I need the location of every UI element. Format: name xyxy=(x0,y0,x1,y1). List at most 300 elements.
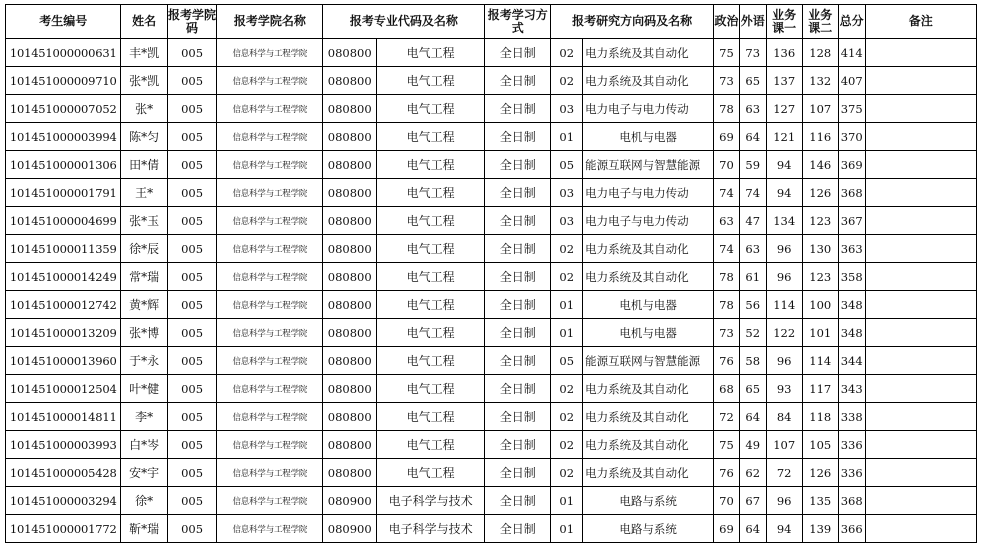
cell-candidate-name: 靳*瑞 xyxy=(121,515,167,543)
cell-study-mode: 全日制 xyxy=(485,207,551,235)
cell-major-name: 电气工程 xyxy=(377,291,485,319)
cell-college-code: 005 xyxy=(167,291,216,319)
cell-major-code: 080900 xyxy=(323,515,377,543)
cell-candidate-id: 101451000005428 xyxy=(6,459,121,487)
cell-college-code: 005 xyxy=(167,263,216,291)
cell-candidate-name: 安*宇 xyxy=(121,459,167,487)
cell-study-mode: 全日制 xyxy=(485,123,551,151)
table-row xyxy=(6,207,977,235)
cell-study-mode: 全日制 xyxy=(485,403,551,431)
cell-course1-score: 122 xyxy=(766,319,802,347)
cell-english-score: 58 xyxy=(739,347,766,375)
cell-study-mode: 全日制 xyxy=(485,235,551,263)
cell-major-name: 电气工程 xyxy=(377,95,485,123)
cell-major-name: 电气工程 xyxy=(377,235,485,263)
cell-politics-score: 76 xyxy=(714,347,740,375)
cell-course2-score: 146 xyxy=(802,151,838,179)
cell-study-mode: 全日制 xyxy=(485,319,551,347)
cell-total-score: 369 xyxy=(838,151,865,179)
cell-study-mode: 全日制 xyxy=(485,179,551,207)
cell-direction-name: 电力电子与电力传动 xyxy=(583,207,714,235)
cell-direction-name: 电力系统及其自动化 xyxy=(583,375,714,403)
cell-remark xyxy=(865,375,976,403)
cell-major-code: 080800 xyxy=(323,179,377,207)
cell-politics-score: 63 xyxy=(714,207,740,235)
cell-major-name: 电气工程 xyxy=(377,39,485,67)
cell-study-mode: 全日制 xyxy=(485,67,551,95)
cell-course1-score: 94 xyxy=(766,179,802,207)
table-row xyxy=(6,347,977,375)
cell-college-code: 005 xyxy=(167,39,216,67)
table-row xyxy=(6,39,977,67)
cell-remark xyxy=(865,151,976,179)
table-row xyxy=(6,291,977,319)
cell-direction-code: 03 xyxy=(551,207,583,235)
cell-college-code: 005 xyxy=(167,179,216,207)
cell-politics-score: 76 xyxy=(714,459,740,487)
cell-major-code: 080800 xyxy=(323,431,377,459)
cell-major-code: 080800 xyxy=(323,151,377,179)
cell-direction-code: 03 xyxy=(551,95,583,123)
cell-total-score: 363 xyxy=(838,235,865,263)
cell-college-name: 信息科学与工程学院 xyxy=(217,347,323,375)
cell-course1-score: 136 xyxy=(766,39,802,67)
cell-english-score: 49 xyxy=(739,431,766,459)
cell-course2-score: 130 xyxy=(802,235,838,263)
cell-total-score: 367 xyxy=(838,207,865,235)
table-row xyxy=(6,263,977,291)
cell-total-score: 336 xyxy=(838,459,865,487)
cell-college-code: 005 xyxy=(167,403,216,431)
cell-direction-name: 电力系统及其自动化 xyxy=(583,67,714,95)
cell-college-code: 005 xyxy=(167,375,216,403)
cell-candidate-id: 101451000003294 xyxy=(6,487,121,515)
cell-candidate-id: 101451000000631 xyxy=(6,39,121,67)
cell-major-name: 电气工程 xyxy=(377,263,485,291)
cell-direction-name: 电机与电器 xyxy=(583,319,714,347)
cell-direction-name: 电力系统及其自动化 xyxy=(583,459,714,487)
table-row xyxy=(6,67,977,95)
cell-english-score: 65 xyxy=(739,67,766,95)
cell-direction-code: 02 xyxy=(551,431,583,459)
cell-total-score: 375 xyxy=(838,95,865,123)
cell-direction-name: 电力电子与电力传动 xyxy=(583,95,714,123)
cell-major-code: 080800 xyxy=(323,207,377,235)
header-politics: 政治 xyxy=(714,5,740,39)
cell-candidate-name: 张* xyxy=(121,95,167,123)
cell-course1-score: 93 xyxy=(766,375,802,403)
table-row xyxy=(6,123,977,151)
cell-direction-name: 电路与系统 xyxy=(583,515,714,543)
cell-candidate-id: 101451000007052 xyxy=(6,95,121,123)
cell-direction-code: 02 xyxy=(551,375,583,403)
cell-direction-name: 电力系统及其自动化 xyxy=(583,431,714,459)
cell-major-code: 080800 xyxy=(323,459,377,487)
cell-college-name: 信息科学与工程学院 xyxy=(217,291,323,319)
cell-course2-score: 128 xyxy=(802,39,838,67)
cell-politics-score: 68 xyxy=(714,375,740,403)
cell-direction-code: 05 xyxy=(551,347,583,375)
cell-remark xyxy=(865,431,976,459)
cell-politics-score: 69 xyxy=(714,515,740,543)
cell-course1-score: 96 xyxy=(766,235,802,263)
cell-major-code: 080800 xyxy=(323,263,377,291)
table-row xyxy=(6,179,977,207)
cell-course2-score: 101 xyxy=(802,319,838,347)
cell-english-score: 65 xyxy=(739,375,766,403)
cell-candidate-name: 白*岑 xyxy=(121,431,167,459)
cell-english-score: 67 xyxy=(739,487,766,515)
cell-direction-name: 电力电子与电力传动 xyxy=(583,179,714,207)
cell-major-code: 080800 xyxy=(323,39,377,67)
cell-direction-code: 02 xyxy=(551,263,583,291)
cell-college-name: 信息科学与工程学院 xyxy=(217,67,323,95)
cell-direction-name: 电力系统及其自动化 xyxy=(583,235,714,263)
cell-college-code: 005 xyxy=(167,151,216,179)
cell-course2-score: 117 xyxy=(802,375,838,403)
cell-major-code: 080800 xyxy=(323,235,377,263)
cell-study-mode: 全日制 xyxy=(485,459,551,487)
cell-major-code: 080800 xyxy=(323,95,377,123)
cell-major-name: 电气工程 xyxy=(377,431,485,459)
cell-candidate-name: 张*凯 xyxy=(121,67,167,95)
cell-remark xyxy=(865,319,976,347)
cell-total-score: 348 xyxy=(838,291,865,319)
cell-politics-score: 74 xyxy=(714,179,740,207)
header-name: 姓名 xyxy=(121,5,167,39)
cell-candidate-id: 101451000001772 xyxy=(6,515,121,543)
cell-politics-score: 70 xyxy=(714,487,740,515)
cell-direction-code: 01 xyxy=(551,515,583,543)
cell-major-name: 电子科学与技术 xyxy=(377,515,485,543)
header-course2: 业务课二 xyxy=(802,5,838,39)
cell-remark xyxy=(865,207,976,235)
cell-remark xyxy=(865,179,976,207)
cell-direction-name: 电机与电器 xyxy=(583,291,714,319)
cell-course1-score: 137 xyxy=(766,67,802,95)
header-major: 报考专业代码及名称 xyxy=(323,5,485,39)
cell-total-score: 336 xyxy=(838,431,865,459)
cell-direction-code: 01 xyxy=(551,123,583,151)
cell-course2-score: 116 xyxy=(802,123,838,151)
cell-college-name: 信息科学与工程学院 xyxy=(217,487,323,515)
cell-college-name: 信息科学与工程学院 xyxy=(217,123,323,151)
cell-college-code: 005 xyxy=(167,319,216,347)
cell-candidate-id: 101451000009710 xyxy=(6,67,121,95)
header-total: 总分 xyxy=(838,5,865,39)
cell-college-code: 005 xyxy=(167,95,216,123)
cell-major-name: 电子科学与技术 xyxy=(377,487,485,515)
table-row xyxy=(6,235,977,263)
cell-course2-score: 114 xyxy=(802,347,838,375)
cell-course2-score: 118 xyxy=(802,403,838,431)
table-row xyxy=(6,515,977,543)
cell-remark xyxy=(865,347,976,375)
cell-college-code: 005 xyxy=(167,207,216,235)
cell-major-code: 080800 xyxy=(323,403,377,431)
cell-college-name: 信息科学与工程学院 xyxy=(217,179,323,207)
cell-college-name: 信息科学与工程学院 xyxy=(217,515,323,543)
table-row xyxy=(6,403,977,431)
cell-course2-score: 100 xyxy=(802,291,838,319)
cell-total-score: 407 xyxy=(838,67,865,95)
cell-major-name: 电气工程 xyxy=(377,67,485,95)
cell-english-score: 56 xyxy=(739,291,766,319)
cell-politics-score: 73 xyxy=(714,67,740,95)
cell-politics-score: 73 xyxy=(714,319,740,347)
cell-course1-score: 134 xyxy=(766,207,802,235)
table-row xyxy=(6,375,977,403)
cell-direction-code: 02 xyxy=(551,235,583,263)
cell-college-code: 005 xyxy=(167,459,216,487)
cell-candidate-name: 徐*辰 xyxy=(121,235,167,263)
cell-course1-score: 114 xyxy=(766,291,802,319)
cell-direction-code: 02 xyxy=(551,39,583,67)
cell-college-code: 005 xyxy=(167,487,216,515)
cell-course1-score: 84 xyxy=(766,403,802,431)
cell-candidate-name: 常*瑞 xyxy=(121,263,167,291)
header-remark: 备注 xyxy=(865,5,976,39)
cell-direction-code: 03 xyxy=(551,179,583,207)
header-english: 外语 xyxy=(739,5,766,39)
cell-course2-score: 135 xyxy=(802,487,838,515)
cell-college-code: 005 xyxy=(167,67,216,95)
cell-direction-code: 02 xyxy=(551,459,583,487)
header-course1: 业务课一 xyxy=(766,5,802,39)
cell-remark xyxy=(865,487,976,515)
cell-remark xyxy=(865,123,976,151)
cell-college-name: 信息科学与工程学院 xyxy=(217,263,323,291)
header-row xyxy=(6,5,977,39)
cell-total-score: 344 xyxy=(838,347,865,375)
cell-college-name: 信息科学与工程学院 xyxy=(217,459,323,487)
cell-direction-name: 电力系统及其自动化 xyxy=(583,403,714,431)
cell-total-score: 338 xyxy=(838,403,865,431)
cell-course1-score: 72 xyxy=(766,459,802,487)
cell-study-mode: 全日制 xyxy=(485,515,551,543)
cell-english-score: 63 xyxy=(739,95,766,123)
cell-course2-score: 132 xyxy=(802,67,838,95)
cell-candidate-id: 101451000013209 xyxy=(6,319,121,347)
cell-candidate-name: 丰*凯 xyxy=(121,39,167,67)
cell-study-mode: 全日制 xyxy=(485,487,551,515)
cell-direction-code: 01 xyxy=(551,487,583,515)
cell-candidate-id: 101451000001306 xyxy=(6,151,121,179)
cell-course1-score: 127 xyxy=(766,95,802,123)
table-row xyxy=(6,459,977,487)
cell-candidate-name: 李* xyxy=(121,403,167,431)
cell-college-name: 信息科学与工程学院 xyxy=(217,39,323,67)
cell-course2-score: 126 xyxy=(802,179,838,207)
cell-candidate-name: 张*博 xyxy=(121,319,167,347)
cell-politics-score: 78 xyxy=(714,291,740,319)
cell-major-name: 电气工程 xyxy=(377,347,485,375)
cell-remark xyxy=(865,263,976,291)
cell-direction-code: 05 xyxy=(551,151,583,179)
cell-english-score: 64 xyxy=(739,515,766,543)
cell-english-score: 62 xyxy=(739,459,766,487)
cell-college-name: 信息科学与工程学院 xyxy=(217,319,323,347)
cell-course1-score: 94 xyxy=(766,515,802,543)
cell-college-code: 005 xyxy=(167,431,216,459)
cell-major-name: 电气工程 xyxy=(377,151,485,179)
cell-study-mode: 全日制 xyxy=(485,375,551,403)
cell-remark xyxy=(865,515,976,543)
cell-college-name: 信息科学与工程学院 xyxy=(217,95,323,123)
header-college-name: 报考学院名称 xyxy=(217,5,323,39)
cell-major-name: 电气工程 xyxy=(377,375,485,403)
cell-candidate-id: 101451000003993 xyxy=(6,431,121,459)
cell-direction-code: 02 xyxy=(551,67,583,95)
cell-total-score: 343 xyxy=(838,375,865,403)
cell-candidate-name: 陈*匀 xyxy=(121,123,167,151)
cell-study-mode: 全日制 xyxy=(485,39,551,67)
cell-direction-code: 01 xyxy=(551,291,583,319)
cell-candidate-id: 101451000011359 xyxy=(6,235,121,263)
cell-english-score: 64 xyxy=(739,123,766,151)
cell-candidate-id: 101451000014249 xyxy=(6,263,121,291)
cell-major-code: 080900 xyxy=(323,487,377,515)
cell-direction-name: 能源互联网与智慧能源 xyxy=(583,151,714,179)
cell-course1-score: 107 xyxy=(766,431,802,459)
table-row xyxy=(6,95,977,123)
cell-remark xyxy=(865,67,976,95)
cell-politics-score: 78 xyxy=(714,263,740,291)
cell-candidate-name: 于*永 xyxy=(121,347,167,375)
table-row xyxy=(6,319,977,347)
cell-total-score: 368 xyxy=(838,179,865,207)
header-study-mode: 报考学习方式 xyxy=(485,5,551,39)
cell-course2-score: 139 xyxy=(802,515,838,543)
cell-english-score: 64 xyxy=(739,403,766,431)
table-row xyxy=(6,151,977,179)
cell-course2-score: 105 xyxy=(802,431,838,459)
cell-study-mode: 全日制 xyxy=(485,291,551,319)
cell-college-code: 005 xyxy=(167,235,216,263)
cell-english-score: 74 xyxy=(739,179,766,207)
cell-politics-score: 78 xyxy=(714,95,740,123)
cell-politics-score: 72 xyxy=(714,403,740,431)
cell-candidate-id: 101451000014811 xyxy=(6,403,121,431)
cell-college-name: 信息科学与工程学院 xyxy=(217,235,323,263)
cell-college-name: 信息科学与工程学院 xyxy=(217,151,323,179)
cell-course2-score: 126 xyxy=(802,459,838,487)
cell-remark xyxy=(865,95,976,123)
cell-course1-score: 94 xyxy=(766,151,802,179)
cell-total-score: 348 xyxy=(838,319,865,347)
cell-major-name: 电气工程 xyxy=(377,179,485,207)
cell-course1-score: 96 xyxy=(766,347,802,375)
cell-remark xyxy=(865,235,976,263)
cell-candidate-id: 101451000012504 xyxy=(6,375,121,403)
cell-college-name: 信息科学与工程学院 xyxy=(217,403,323,431)
table-row xyxy=(6,431,977,459)
cell-politics-score: 70 xyxy=(714,151,740,179)
cell-remark xyxy=(865,291,976,319)
cell-english-score: 61 xyxy=(739,263,766,291)
cell-college-code: 005 xyxy=(167,347,216,375)
cell-major-name: 电气工程 xyxy=(377,207,485,235)
cell-candidate-name: 叶*健 xyxy=(121,375,167,403)
cell-english-score: 73 xyxy=(739,39,766,67)
cell-remark xyxy=(865,459,976,487)
cell-course2-score: 123 xyxy=(802,263,838,291)
cell-college-name: 信息科学与工程学院 xyxy=(217,375,323,403)
cell-major-code: 080800 xyxy=(323,291,377,319)
cell-direction-name: 电力系统及其自动化 xyxy=(583,263,714,291)
cell-major-code: 080800 xyxy=(323,347,377,375)
cell-major-name: 电气工程 xyxy=(377,319,485,347)
header-college-code: 报考学院码 xyxy=(167,5,216,39)
cell-direction-name: 电机与电器 xyxy=(583,123,714,151)
cell-direction-name: 电力系统及其自动化 xyxy=(583,39,714,67)
admission-roster-table xyxy=(5,4,977,543)
cell-candidate-id: 101451000001791 xyxy=(6,179,121,207)
cell-candidate-id: 101451000012742 xyxy=(6,291,121,319)
cell-study-mode: 全日制 xyxy=(485,431,551,459)
cell-direction-name: 电路与系统 xyxy=(583,487,714,515)
cell-major-name: 电气工程 xyxy=(377,123,485,151)
cell-course1-score: 96 xyxy=(766,487,802,515)
cell-candidate-name: 王* xyxy=(121,179,167,207)
cell-college-code: 005 xyxy=(167,123,216,151)
cell-course2-score: 123 xyxy=(802,207,838,235)
cell-english-score: 63 xyxy=(739,235,766,263)
header-direction: 报考研究方向码及名称 xyxy=(551,5,714,39)
cell-politics-score: 75 xyxy=(714,39,740,67)
cell-college-name: 信息科学与工程学院 xyxy=(217,431,323,459)
table-row xyxy=(6,487,977,515)
cell-total-score: 358 xyxy=(838,263,865,291)
cell-candidate-id: 101451000004699 xyxy=(6,207,121,235)
cell-candidate-id: 101451000013960 xyxy=(6,347,121,375)
cell-candidate-name: 张*玉 xyxy=(121,207,167,235)
cell-english-score: 59 xyxy=(739,151,766,179)
cell-english-score: 52 xyxy=(739,319,766,347)
cell-course2-score: 107 xyxy=(802,95,838,123)
cell-politics-score: 75 xyxy=(714,431,740,459)
cell-course1-score: 121 xyxy=(766,123,802,151)
cell-politics-score: 74 xyxy=(714,235,740,263)
cell-study-mode: 全日制 xyxy=(485,347,551,375)
cell-candidate-name: 黄*辉 xyxy=(121,291,167,319)
cell-total-score: 368 xyxy=(838,487,865,515)
cell-english-score: 47 xyxy=(739,207,766,235)
cell-politics-score: 69 xyxy=(714,123,740,151)
cell-total-score: 414 xyxy=(838,39,865,67)
cell-direction-code: 01 xyxy=(551,319,583,347)
cell-major-name: 电气工程 xyxy=(377,459,485,487)
cell-candidate-id: 101451000003994 xyxy=(6,123,121,151)
cell-study-mode: 全日制 xyxy=(485,263,551,291)
cell-remark xyxy=(865,403,976,431)
cell-total-score: 370 xyxy=(838,123,865,151)
cell-course1-score: 96 xyxy=(766,263,802,291)
header-id: 考生编号 xyxy=(6,5,121,39)
cell-study-mode: 全日制 xyxy=(485,95,551,123)
cell-study-mode: 全日制 xyxy=(485,151,551,179)
cell-major-name: 电气工程 xyxy=(377,403,485,431)
cell-remark xyxy=(865,39,976,67)
cell-candidate-name: 田*倩 xyxy=(121,151,167,179)
cell-direction-code: 02 xyxy=(551,403,583,431)
cell-candidate-name: 徐* xyxy=(121,487,167,515)
cell-major-code: 080800 xyxy=(323,375,377,403)
cell-major-code: 080800 xyxy=(323,319,377,347)
cell-total-score: 366 xyxy=(838,515,865,543)
cell-college-code: 005 xyxy=(167,515,216,543)
cell-major-code: 080800 xyxy=(323,123,377,151)
